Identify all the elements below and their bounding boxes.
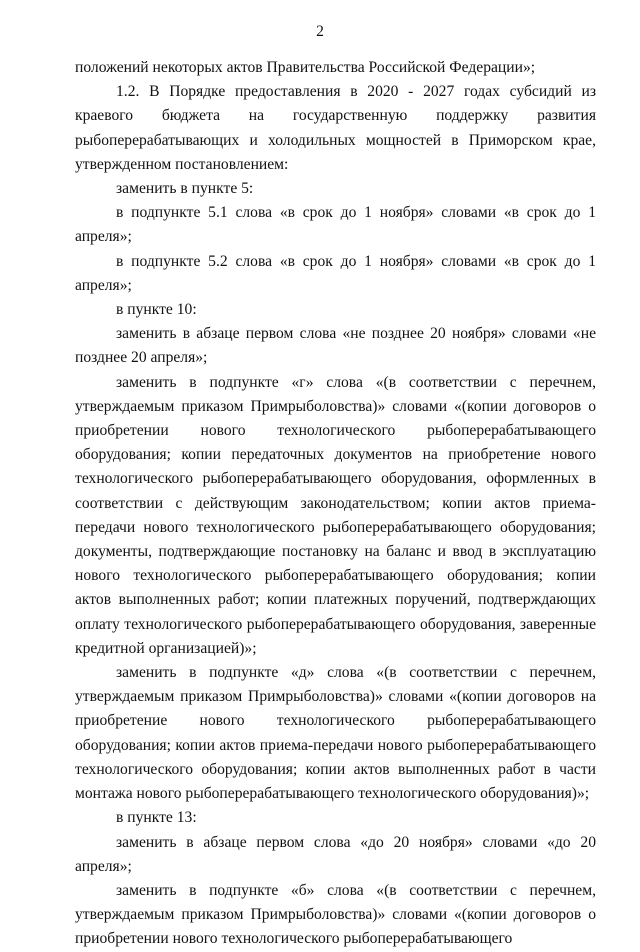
paragraph: заменить в абзаце первом слова «до 20 ноября» словами «до 20 апреля»; [75, 833, 596, 875]
paragraph: заменить в подпункте «д» слова «(в соответствии с перечнем, утверждаемым приказом Примрыболовства)» словами «(копии договоров на приобретение нового технологического рыбоперерабатывающего оборудования; копии актов приема-передачи нового рыбоперерабатывающего технологического оборудования; копии актов выполненных работ в части монтажа нового рыбоперерабатывающего технологического оборудования)»; [75, 664, 596, 803]
paragraph: заменить в подпункте «г» слова «(в соответствии с перечнем, утверждаемым приказом Примрыболовства)» словами «(копии договоров о приобретении нового технологического рыбоперерабатывающего оборудования; копии передаточных документов на приобретение нового технологического рыбоперерабатывающего оборудования, оформленных в соответствии с действующим законодательством; копии актов приема-передачи нового технологического рыбоперерабатывающего оборудования; документы, подтверждающие постановку на баланс и ввод в эксплуатацию нового технологического рыбоперерабатывающего оборудования; копии актов выполненных работ; копии платежных поручений, подтверждающих оплату технологического рыбоперерабатывающего оборудования, заверенные кредитной организацией)»; [75, 373, 596, 657]
paragraph: 1.2. В Порядке предоставления в 2020 - 2027 годах субсидий из краевого бюджета на государственную поддержку развития рыбоперерабатывающих и холодильных мощностей в Приморском крае, утвержденном постановлением: [75, 83, 596, 173]
document-body [75, 56, 596, 952]
paragraph: в подпункте 5.2 слова «в срок до 1 ноября» словами «в срок до 1 апреля»; [75, 252, 596, 294]
paragraph: в пункте 13: [116, 809, 197, 827]
page-number: 2 [316, 23, 324, 40]
paragraph: в пункте 10: [116, 301, 197, 319]
paragraph: положений некоторых актов Правительства Российской Федерации»; [75, 59, 536, 76]
paragraph: заменить в пункте 5: [116, 180, 254, 198]
paragraph: заменить в абзаце первом слова «не позднее 20 ноября» словами «не позднее 20 апреля»; [75, 325, 596, 367]
paragraph: в подпункте 5.1 слова «в срок до 1 ноября» словами «в срок до 1 апреля»; [75, 204, 596, 246]
paragraph: заменить в подпункте «б» слова «(в соответствии с перечнем, утверждаемым приказом Примрыболовства)» словами «(копии договоров о приобретении нового технологического рыбоперерабатывающего [75, 881, 596, 948]
